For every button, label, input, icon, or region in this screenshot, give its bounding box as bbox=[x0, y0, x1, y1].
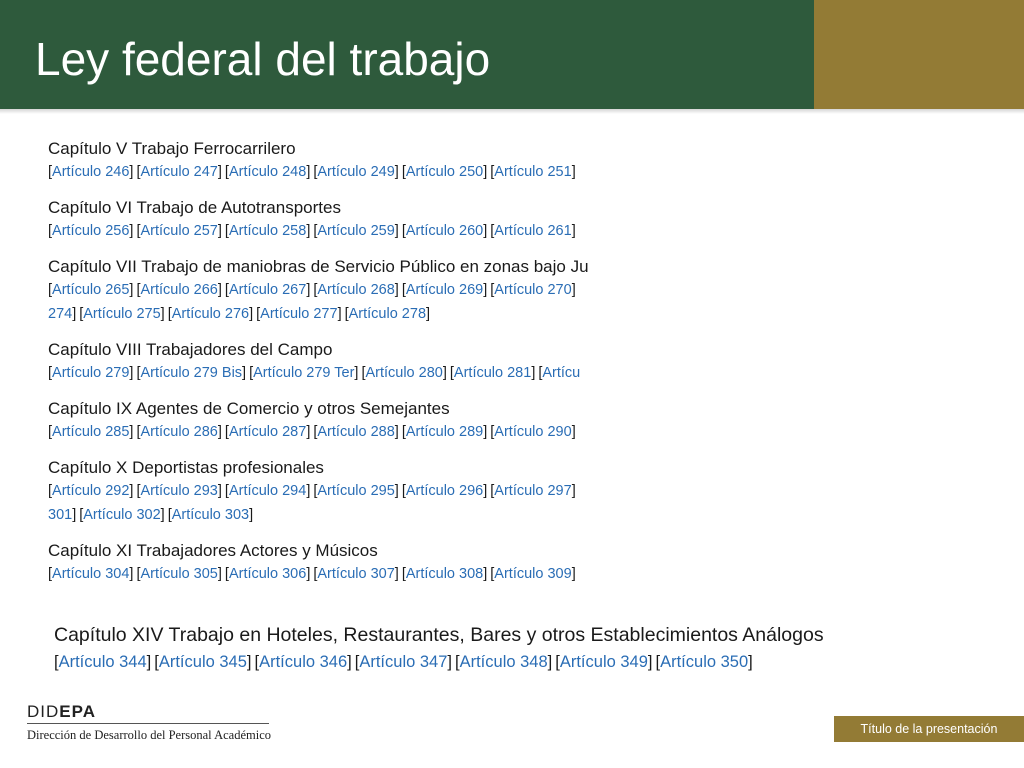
bracket-open: [ bbox=[313, 483, 318, 499]
article-link[interactable]: Artículo 306 bbox=[228, 566, 307, 582]
bracket-open: [ bbox=[224, 424, 229, 440]
bracket-open: [ bbox=[224, 483, 229, 499]
bracket-open: [ bbox=[254, 653, 260, 671]
slide-title: Ley federal del trabajo bbox=[35, 33, 491, 85]
bracket-open: [ bbox=[249, 365, 254, 381]
bracket-close: ] bbox=[217, 566, 222, 582]
article-links-line bbox=[48, 420, 593, 444]
bracket-open: [ bbox=[361, 365, 366, 381]
chapter-block bbox=[48, 197, 593, 243]
article-links-line bbox=[48, 562, 593, 586]
article-link[interactable]: Artículo 266 bbox=[140, 282, 218, 298]
bracket-close: ] bbox=[394, 483, 399, 499]
bracket-open: [ bbox=[455, 653, 460, 671]
didepa-logo bbox=[27, 702, 272, 743]
bracket-open: [ bbox=[167, 507, 172, 523]
article-link[interactable]: Artículo 250 bbox=[405, 164, 484, 180]
bracket-close: ] bbox=[531, 365, 536, 381]
article-link[interactable]: Artículo 303 bbox=[171, 507, 250, 523]
bracket-open: [ bbox=[79, 306, 84, 322]
bracket-open: [ bbox=[449, 365, 454, 381]
chapter-title: Capítulo VI Trabajo de Autotransportes bbox=[48, 198, 341, 217]
bracket-close: ] bbox=[146, 653, 152, 671]
bracket-close: ] bbox=[483, 566, 488, 582]
bracket-open: [ bbox=[136, 365, 141, 381]
article-link[interactable]: Artículo 279 bbox=[52, 365, 130, 381]
bracket-open: [ bbox=[490, 424, 495, 440]
bracket-close: ] bbox=[447, 653, 452, 671]
article-link[interactable]: Artículo 309 bbox=[494, 566, 572, 582]
bracket-close: ] bbox=[160, 507, 165, 523]
bracket-close: ] bbox=[571, 223, 576, 239]
article-link[interactable]: Artículo 279 Bis bbox=[140, 365, 243, 381]
article-link[interactable]: Artículo 281 bbox=[453, 365, 532, 381]
chapter-title: Capítulo V Trabajo Ferrocarrilero bbox=[48, 139, 296, 158]
bracket-close: ] bbox=[306, 282, 311, 298]
bracket-open: [ bbox=[224, 566, 229, 582]
bracket-close: ] bbox=[129, 483, 134, 499]
bracket-close: ] bbox=[394, 223, 399, 239]
article-link[interactable]: Artículo 297 bbox=[494, 483, 572, 499]
article-links-line bbox=[48, 479, 593, 503]
article-link[interactable]: Artículo 259 bbox=[317, 223, 395, 239]
bracket-close: ] bbox=[306, 566, 311, 582]
bracket-close: ] bbox=[306, 483, 311, 499]
bracket-close: ] bbox=[217, 424, 222, 440]
bracket-close: ] bbox=[483, 164, 488, 180]
bracket-open: [ bbox=[401, 164, 406, 180]
bracket-open: [ bbox=[401, 483, 406, 499]
chapter-block bbox=[48, 540, 593, 586]
article-links-line bbox=[48, 361, 593, 385]
bracket-open: [ bbox=[167, 306, 172, 322]
article-link[interactable]: Artículo 295 bbox=[317, 483, 395, 499]
presentation-title-tag: Título de la presentación bbox=[834, 716, 1024, 742]
bracket-close: ] bbox=[306, 164, 311, 180]
bracket-open: [ bbox=[313, 566, 318, 582]
article-link[interactable]: Artículo 293 bbox=[140, 483, 218, 499]
article-links-line bbox=[48, 302, 593, 326]
bracket-close: ] bbox=[160, 306, 165, 322]
chapter-title: Capítulo XI Trabajadores Actores y Músicos bbox=[48, 541, 378, 560]
bracket-open: [ bbox=[313, 223, 318, 239]
article-link[interactable]: Artículo 350 bbox=[660, 653, 749, 671]
article-link[interactable]: Artículo 248 bbox=[228, 164, 307, 180]
article-link[interactable]: Artículo 346 bbox=[259, 653, 348, 671]
article-link[interactable]: Artículo 265 bbox=[52, 282, 130, 298]
bracket-close: ] bbox=[547, 653, 553, 671]
article-link[interactable]: Artículo 268 bbox=[317, 282, 395, 298]
bracket-close: ] bbox=[249, 507, 254, 523]
bracket-open: [ bbox=[48, 282, 53, 298]
bracket-close: ] bbox=[483, 282, 488, 298]
bracket-close: ] bbox=[354, 365, 359, 381]
chapter-title: Capítulo VII Trabajo de maniobras de Servicio Público en zonas bajo Ju bbox=[48, 257, 589, 276]
bracket-close: ] bbox=[347, 653, 352, 671]
bracket-close: ] bbox=[217, 282, 222, 298]
bracket-close: ] bbox=[129, 223, 134, 239]
article-link[interactable]: Artículo 249 bbox=[317, 164, 395, 180]
logo-subtitle: Dirección de Desarrollo del Personal Académico bbox=[27, 728, 272, 742]
bracket-close: ] bbox=[249, 306, 254, 322]
bracket-close: ] bbox=[337, 306, 342, 322]
chapter-block bbox=[48, 138, 593, 184]
bracket-close: ] bbox=[571, 566, 576, 582]
bracket-open: [ bbox=[48, 483, 53, 499]
bracket-close: ] bbox=[571, 424, 576, 440]
bracket-open: [ bbox=[538, 365, 543, 381]
article-links-line bbox=[48, 278, 593, 302]
bracket-close: ] bbox=[72, 507, 77, 523]
logo-wordmark: DIDEPA bbox=[27, 702, 96, 721]
bracket-open: [ bbox=[490, 566, 495, 582]
article-link[interactable]: Artículo 267 bbox=[228, 282, 307, 298]
logo-divider bbox=[27, 723, 269, 724]
chapter-block bbox=[48, 457, 593, 527]
bracket-close: ] bbox=[647, 653, 653, 671]
article-link[interactable]: Artículo 276 bbox=[171, 306, 250, 322]
bracket-close: ] bbox=[394, 282, 399, 298]
bracket-open: [ bbox=[354, 653, 360, 671]
bracket-open: [ bbox=[256, 306, 261, 322]
bracket-open: [ bbox=[48, 365, 53, 381]
article-link[interactable]: Artículo 302 bbox=[83, 507, 161, 523]
article-link[interactable]: Artículo 278 bbox=[348, 306, 427, 322]
article-links-line bbox=[48, 219, 593, 243]
bracket-close: ] bbox=[748, 653, 753, 671]
bracket-close: ] bbox=[242, 365, 247, 381]
article-links-line bbox=[54, 648, 954, 676]
article-link[interactable]: Artículo 269 bbox=[405, 282, 484, 298]
article-link[interactable]: Artículo 290 bbox=[494, 424, 572, 440]
bracket-open: [ bbox=[401, 282, 406, 298]
bracket-open: [ bbox=[136, 424, 141, 440]
bracket-open: [ bbox=[490, 483, 495, 499]
chapter-title: Capítulo IX Agentes de Comercio y otros Semejantes bbox=[48, 399, 450, 418]
article-links-line bbox=[48, 160, 593, 184]
bracket-close: ] bbox=[571, 282, 576, 298]
bracket-open: [ bbox=[490, 164, 495, 180]
bracket-open: [ bbox=[313, 282, 318, 298]
bracket-open: [ bbox=[136, 483, 141, 499]
article-link[interactable]: Artículo 349 bbox=[559, 653, 648, 671]
bracket-open: [ bbox=[79, 507, 84, 523]
bracket-close: ] bbox=[442, 365, 447, 381]
article-link[interactable]: Artículo 348 bbox=[459, 653, 548, 671]
bracket-close: ] bbox=[483, 424, 488, 440]
article-link[interactable]: Artículo 258 bbox=[228, 223, 307, 239]
bracket-close: ] bbox=[571, 164, 576, 180]
article-link[interactable]: Artículo 344 bbox=[58, 653, 147, 671]
article-link[interactable]: Artículo 257 bbox=[140, 223, 218, 239]
chapter-list bbox=[48, 138, 593, 598]
chapter-block bbox=[48, 398, 593, 444]
bracket-close: ] bbox=[129, 566, 134, 582]
bracket-close: ] bbox=[217, 164, 222, 180]
article-link[interactable]: Artículo 246 bbox=[52, 164, 130, 180]
bracket-open: [ bbox=[224, 164, 229, 180]
bracket-open: [ bbox=[136, 223, 141, 239]
bracket-open: [ bbox=[154, 653, 159, 671]
chapter-xiv-block bbox=[54, 622, 954, 689]
bracket-open: [ bbox=[313, 424, 318, 440]
bracket-close: ] bbox=[129, 164, 134, 180]
article-link[interactable]: Artículo 288 bbox=[317, 424, 395, 440]
article-link[interactable]: 301 bbox=[48, 507, 73, 523]
bracket-close: ] bbox=[217, 483, 222, 499]
chapter-title: Capítulo X Deportistas profesionales bbox=[48, 458, 324, 477]
bracket-close: ] bbox=[394, 164, 399, 180]
bracket-open: [ bbox=[401, 424, 406, 440]
bracket-close: ] bbox=[129, 282, 134, 298]
article-link[interactable]: Artículo 294 bbox=[228, 483, 307, 499]
chapter-block bbox=[54, 622, 954, 676]
bracket-open: [ bbox=[136, 164, 141, 180]
bracket-open: [ bbox=[48, 424, 53, 440]
bracket-open: [ bbox=[136, 282, 141, 298]
article-link[interactable]: Artículo 279 Ter bbox=[253, 365, 355, 381]
article-link[interactable]: Artículo 289 bbox=[405, 424, 484, 440]
bracket-open: [ bbox=[48, 566, 53, 582]
article-link[interactable]: Artículo 260 bbox=[405, 223, 484, 239]
bracket-close: ] bbox=[217, 223, 222, 239]
header-accent-block bbox=[814, 0, 1024, 109]
article-link[interactable]: 274 bbox=[48, 306, 73, 322]
bracket-open: [ bbox=[490, 223, 495, 239]
article-link[interactable]: Artículo 308 bbox=[405, 566, 484, 582]
bracket-close: ] bbox=[129, 424, 134, 440]
chapter-title: Capítulo VIII Trabajadores del Campo bbox=[48, 340, 333, 359]
article-link[interactable]: Artículo 307 bbox=[317, 566, 395, 582]
article-link[interactable]: Artículo 347 bbox=[359, 653, 448, 671]
article-link[interactable]: Artículo 280 bbox=[365, 365, 443, 381]
bracket-open: [ bbox=[136, 566, 141, 582]
article-link[interactable]: Artículo 304 bbox=[52, 566, 130, 582]
article-link[interactable]: Artículo 286 bbox=[140, 424, 218, 440]
bracket-close: ] bbox=[129, 365, 134, 381]
article-link[interactable]: Artículo 305 bbox=[140, 566, 218, 582]
bracket-open: [ bbox=[401, 566, 406, 582]
bracket-open: [ bbox=[48, 164, 53, 180]
chapter-title: Capítulo XIV Trabajo en Hoteles, Restaurantes, Bares y otros Establecimientos Análogos bbox=[54, 624, 824, 646]
article-link[interactable]: Artículo 287 bbox=[228, 424, 307, 440]
bracket-open: [ bbox=[401, 223, 406, 239]
bracket-close: ] bbox=[483, 483, 488, 499]
article-link[interactable]: Artícu bbox=[542, 365, 581, 381]
bracket-open: [ bbox=[313, 164, 318, 180]
bracket-close: ] bbox=[394, 424, 399, 440]
chapter-block bbox=[48, 256, 593, 326]
bracket-open: [ bbox=[224, 282, 229, 298]
bracket-close: ] bbox=[246, 653, 252, 671]
bracket-open: [ bbox=[224, 223, 229, 239]
article-link[interactable]: Artículo 261 bbox=[494, 223, 572, 239]
article-link[interactable]: Artículo 277 bbox=[260, 306, 338, 322]
bracket-close: ] bbox=[483, 223, 488, 239]
bracket-close: ] bbox=[306, 223, 311, 239]
article-link[interactable]: Artículo 345 bbox=[158, 653, 247, 671]
article-link[interactable]: Artículo 251 bbox=[494, 164, 572, 180]
bracket-close: ] bbox=[571, 483, 576, 499]
article-links-line bbox=[48, 503, 593, 527]
bracket-open: [ bbox=[48, 223, 53, 239]
bracket-close: ] bbox=[426, 306, 431, 322]
bracket-close: ] bbox=[306, 424, 311, 440]
article-link[interactable]: Artículo 296 bbox=[405, 483, 484, 499]
article-link[interactable]: Artículo 285 bbox=[52, 424, 130, 440]
article-link[interactable]: Artículo 270 bbox=[494, 282, 572, 298]
bracket-open: [ bbox=[54, 653, 59, 671]
bracket-close: ] bbox=[394, 566, 399, 582]
bracket-open: [ bbox=[490, 282, 495, 298]
article-link[interactable]: Artículo 292 bbox=[52, 483, 130, 499]
article-link[interactable]: Artículo 247 bbox=[140, 164, 218, 180]
chapter-block bbox=[48, 339, 593, 385]
header-shadow bbox=[0, 109, 1024, 114]
bracket-open: [ bbox=[555, 653, 560, 671]
bracket-open: [ bbox=[655, 653, 661, 671]
bracket-close: ] bbox=[72, 306, 77, 322]
article-link[interactable]: Artículo 256 bbox=[52, 223, 130, 239]
bracket-open: [ bbox=[344, 306, 349, 322]
article-link[interactable]: Artículo 275 bbox=[83, 306, 161, 322]
